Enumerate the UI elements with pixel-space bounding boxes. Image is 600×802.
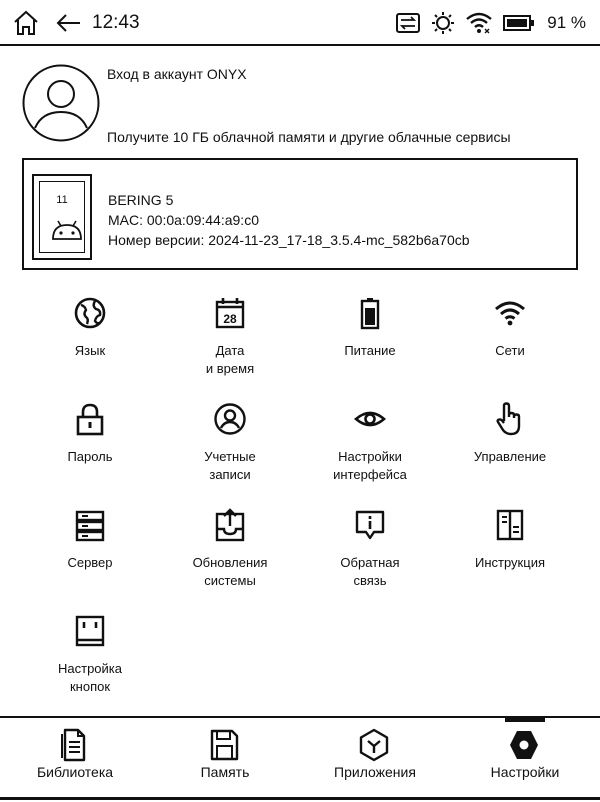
setting-power-label: Питание — [344, 343, 396, 358]
calendar-icon — [213, 296, 247, 330]
nav-apps-label: Приложения — [334, 764, 416, 780]
sync-icon[interactable] — [395, 12, 421, 34]
setting-system-update-label: Обновления системы — [192, 555, 268, 588]
nav-library-label: Библиотека — [36, 764, 114, 780]
wifi-icon[interactable] — [465, 11, 493, 35]
device-screen — [39, 181, 85, 253]
setting-interface[interactable] — [300, 402, 440, 484]
library-icon — [57, 728, 91, 762]
account-title[interactable]: Вход в аккаунт ONYX — [107, 66, 247, 82]
setting-control-label: Управление — [473, 449, 547, 464]
setting-feedback-label: Обратная связь — [340, 555, 400, 588]
bottom-navigation — [0, 716, 600, 800]
settings-icon — [507, 728, 541, 762]
avatar-icon[interactable] — [22, 64, 100, 142]
nav-apps[interactable] — [300, 718, 450, 802]
brightness-icon[interactable] — [431, 11, 455, 35]
setting-buttons[interactable] — [20, 614, 160, 696]
setting-control[interactable] — [440, 402, 580, 466]
storage-icon — [207, 728, 241, 762]
device-version: Номер версии: 2024-11-23_17-18_3.5.4-mc_582b6a70cb — [108, 232, 470, 248]
setting-date-time-label: Дата и время — [205, 343, 255, 376]
setting-accounts[interactable] — [160, 402, 300, 484]
setting-manual-label: Инструкция — [475, 555, 545, 570]
nav-storage-label: Память — [200, 764, 250, 780]
feedback-icon — [353, 508, 387, 542]
setting-password[interactable] — [20, 402, 160, 466]
battery-icon — [503, 14, 535, 32]
apps-icon — [357, 728, 391, 762]
setting-buttons-label: Настройка кнопок — [58, 661, 122, 694]
setting-manual[interactable] — [440, 508, 580, 572]
setting-server-label: Сервер — [67, 555, 113, 570]
nav-settings[interactable] — [450, 718, 600, 802]
setting-server[interactable] — [20, 508, 160, 572]
account-login-block[interactable] — [22, 64, 582, 148]
account-icon — [213, 402, 247, 436]
server-icon — [73, 508, 107, 542]
setting-interface-label: Настройки интерфейса — [333, 449, 407, 482]
setting-feedback[interactable] — [300, 508, 440, 590]
home-icon[interactable] — [12, 10, 40, 36]
calendar-day: 28 — [223, 312, 237, 326]
eye-icon — [353, 402, 387, 436]
device-info-card[interactable] — [22, 158, 578, 270]
system-update-icon — [213, 508, 247, 542]
nav-library[interactable] — [0, 718, 150, 802]
setting-system-update[interactable] — [160, 508, 300, 590]
device-model: BERING 5 — [108, 192, 174, 208]
battery-icon — [353, 296, 387, 330]
setting-power[interactable] — [300, 296, 440, 360]
globe-icon — [73, 296, 107, 330]
android-icon — [50, 218, 84, 240]
back-arrow-icon[interactable] — [54, 12, 82, 34]
device-details — [108, 190, 470, 250]
button-settings-icon — [73, 614, 107, 648]
lock-icon — [73, 402, 107, 436]
clock: 12:43 — [92, 12, 140, 33]
setting-networks-label: Сети — [495, 343, 525, 358]
device-thumbnail — [32, 174, 92, 260]
setting-date-time[interactable] — [160, 296, 300, 378]
setting-networks[interactable] — [440, 296, 580, 360]
status-bar — [0, 0, 600, 46]
device-mac: MAC: 00:0a:09:44:a9:c0 — [108, 212, 259, 228]
setting-language[interactable] — [20, 296, 160, 360]
setting-accounts-label: Учетные записи — [204, 449, 256, 482]
nav-settings-label: Настройки — [490, 764, 560, 780]
setting-password-label: Пароль — [67, 449, 113, 464]
setting-language-label: Язык — [74, 343, 106, 358]
wifi-icon — [493, 296, 527, 330]
device-thumbnail-number: 11 — [56, 194, 68, 206]
touch-hand-icon — [493, 402, 527, 436]
account-subtitle: Получите 10 ГБ облачной памяти и другие облачные сервисы — [107, 129, 511, 145]
manual-icon — [493, 508, 527, 542]
nav-storage[interactable] — [150, 718, 300, 802]
battery-percent: 91 % — [547, 13, 586, 32]
